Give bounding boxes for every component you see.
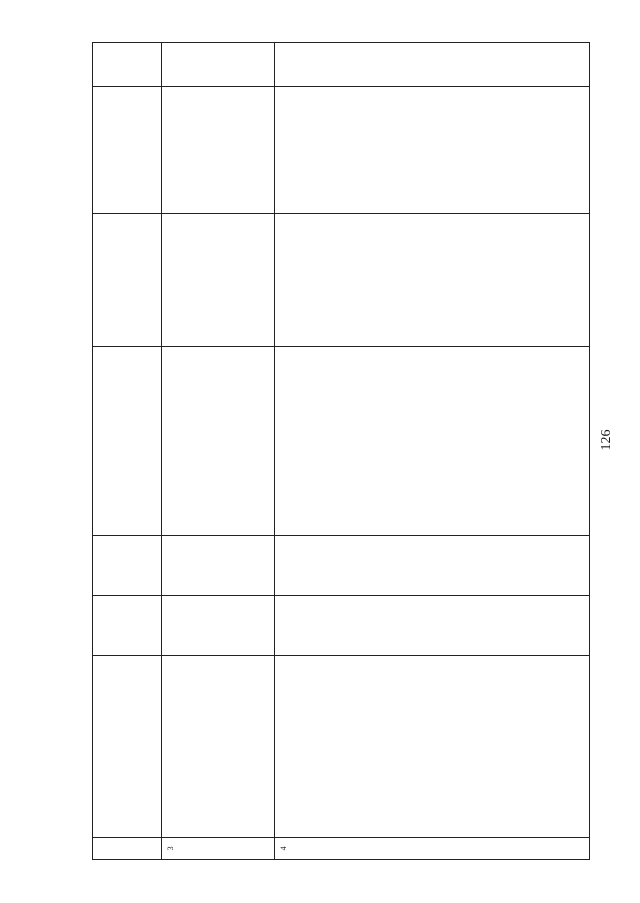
cell-frequency — [93, 43, 162, 87]
cell-start-date — [93, 595, 162, 655]
cell-measure — [162, 655, 275, 837]
table-rotator — [92, 42, 562, 860]
cell-frequency — [162, 43, 275, 87]
cell-responsible — [162, 347, 275, 536]
cell-measure — [275, 655, 590, 837]
cell-end-date — [275, 535, 590, 595]
page-number: 126 — [599, 429, 614, 451]
cell-completion-form — [275, 213, 590, 346]
cell-start-date — [162, 595, 275, 655]
measures-table — [92, 42, 590, 860]
table-row — [275, 43, 590, 860]
cell-result — [162, 87, 275, 214]
cell-frequency — [275, 43, 590, 87]
cell-num — [93, 837, 162, 859]
cell-result — [93, 87, 162, 214]
cell-completion-form — [162, 213, 275, 346]
table-row — [93, 43, 162, 860]
rotated-table-wrapper — [92, 42, 562, 860]
cell-start-date — [275, 595, 590, 655]
cell-end-date — [162, 535, 275, 595]
cell-end-date — [93, 535, 162, 595]
cell-measure — [93, 655, 162, 837]
cell-completion-form — [93, 213, 162, 346]
cell-responsible — [93, 347, 162, 536]
table-row — [162, 43, 275, 860]
cell-num: 4 — [275, 837, 590, 859]
cell-result — [275, 87, 590, 214]
cell-responsible — [275, 347, 590, 536]
cell-num: 3 — [162, 837, 275, 859]
